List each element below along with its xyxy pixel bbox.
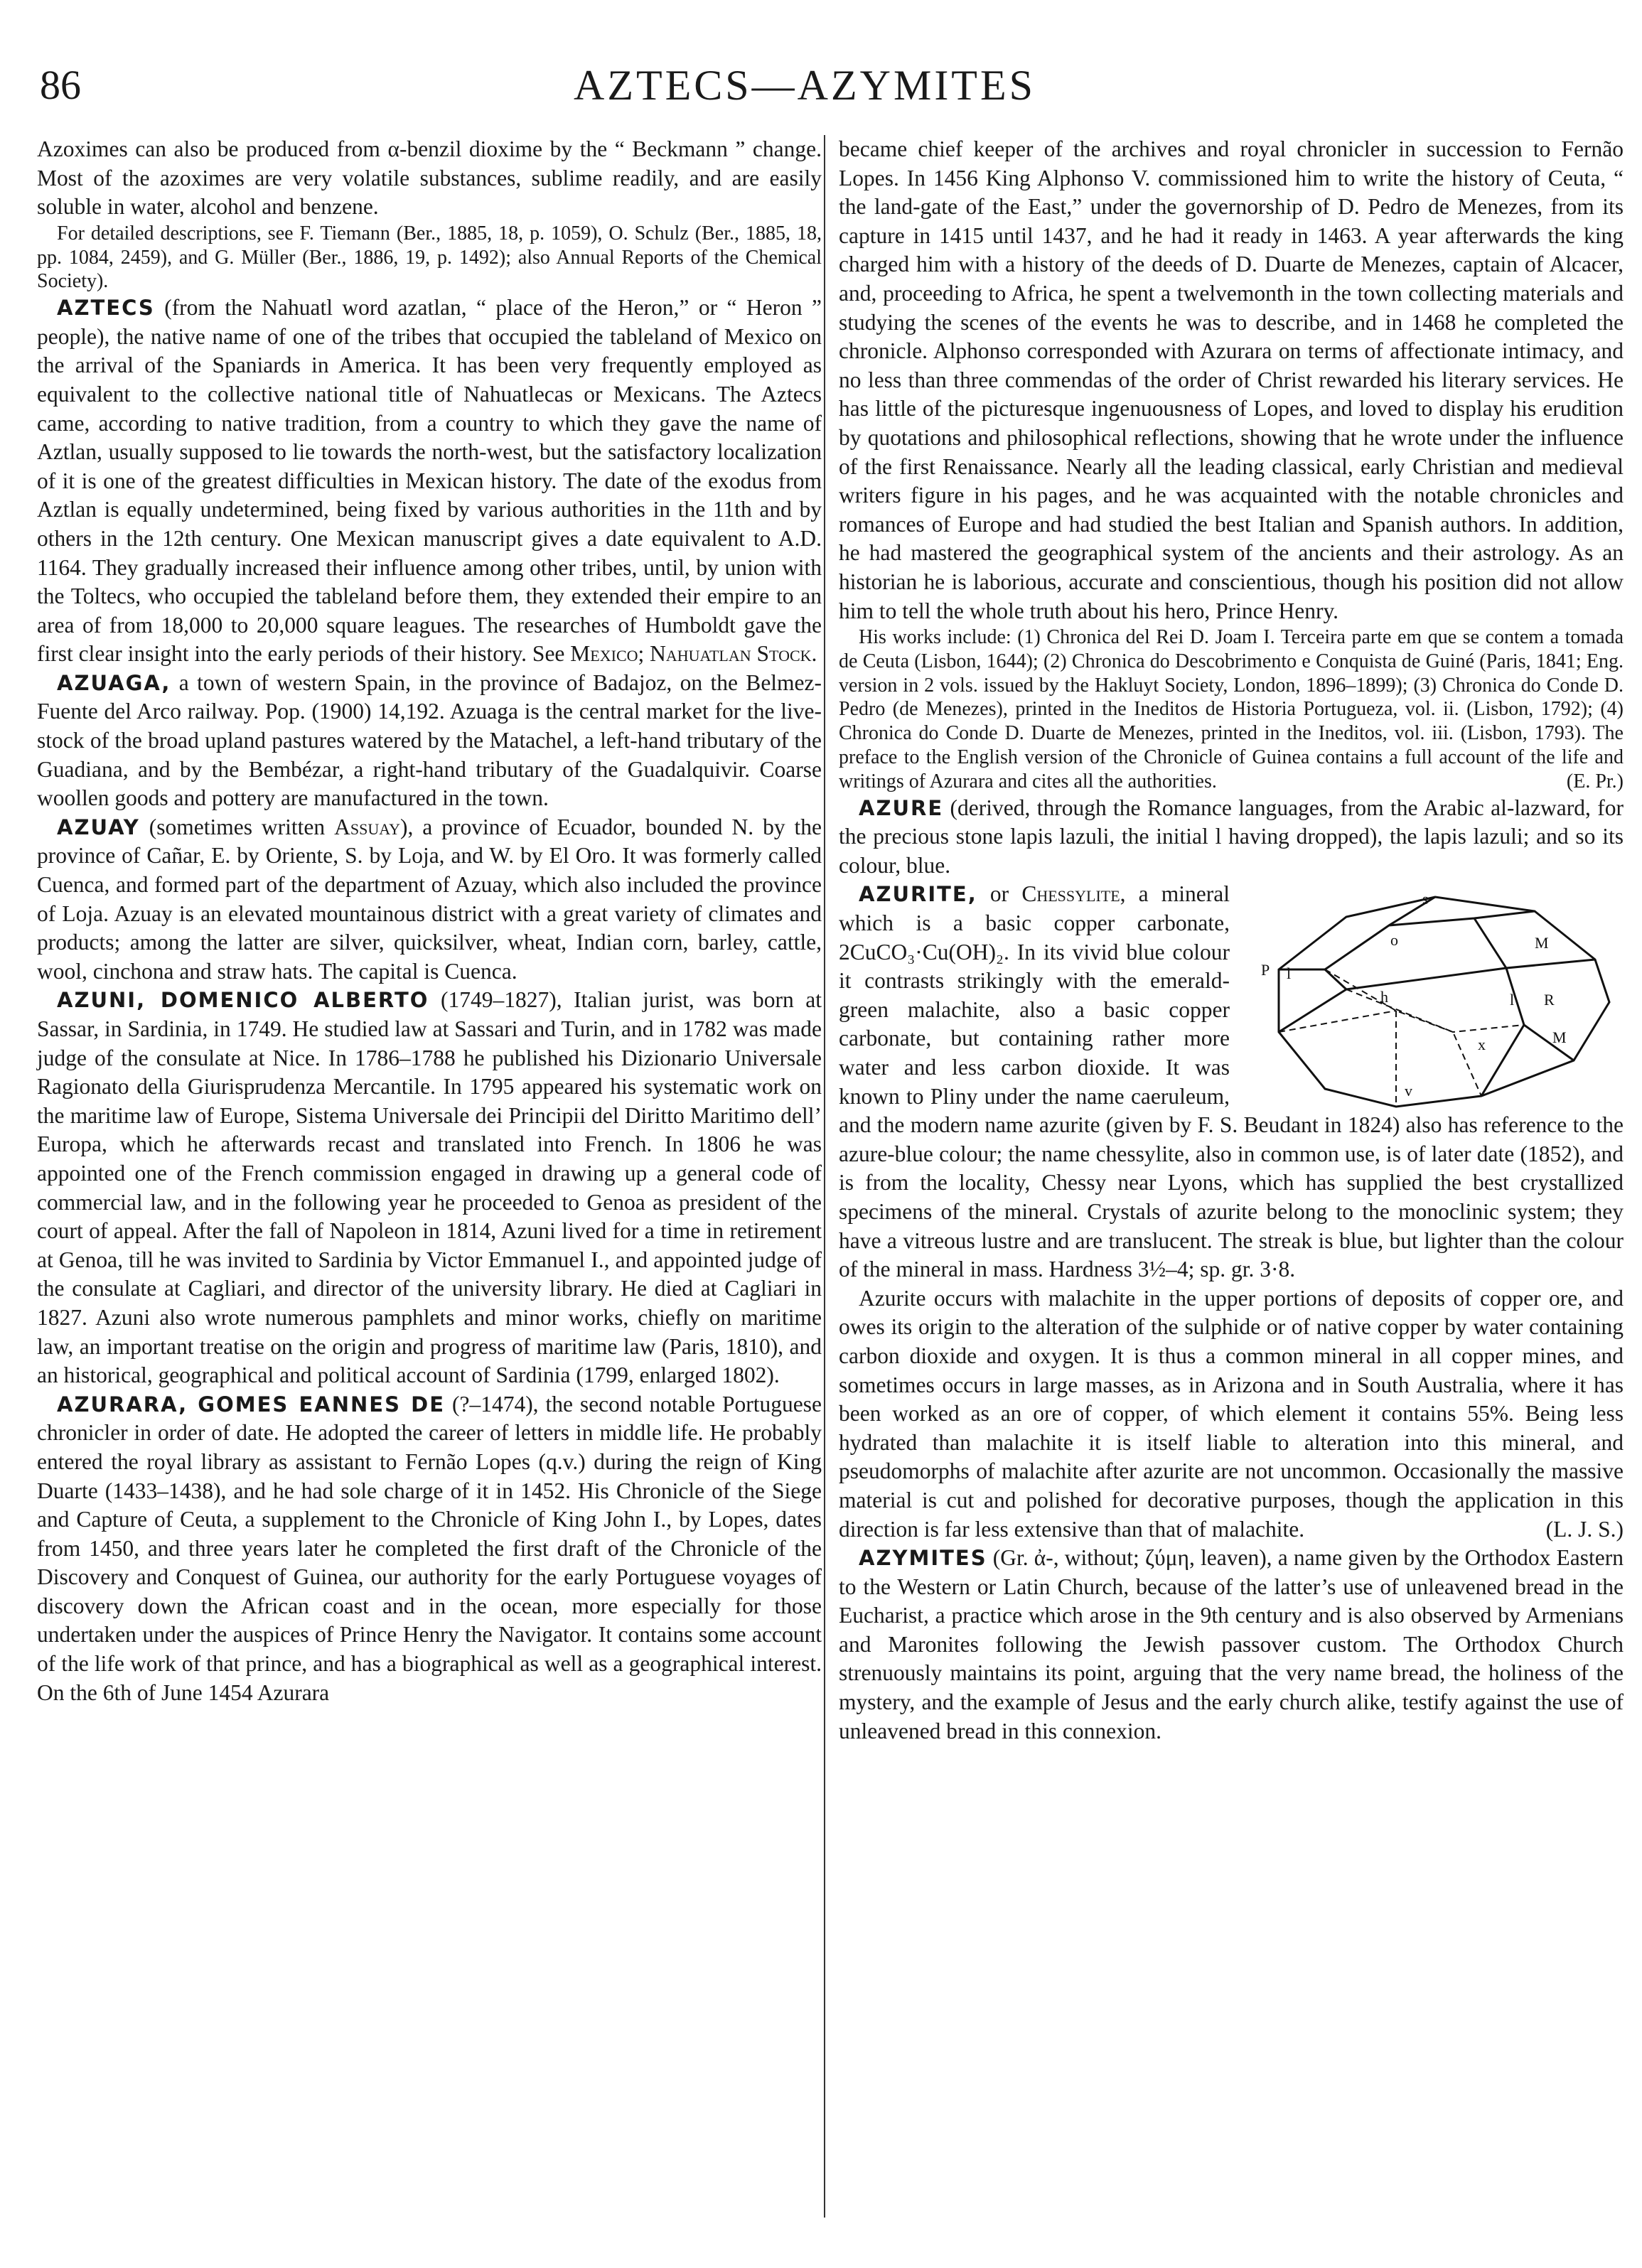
running-title: AZTECS—AZYMITES	[574, 62, 1036, 109]
azurite-crystal-drawing	[1240, 883, 1624, 1110]
entry-azuay	[37, 813, 822, 987]
entry-azurite	[839, 880, 1624, 1284]
azure-text: (derived, through the Romance languages, from the Arabic al-lazward, for the precious stone lapis lazuli, the initial l having dropped), the lapis lazuli; and so its colour, blue.	[839, 795, 1624, 878]
figure-label: P	[1261, 961, 1270, 979]
right-column	[839, 135, 1624, 1746]
headword-azymites: AZYMITES	[859, 1546, 987, 1571]
azoximes-paragraph: Azoximes can also be produced from α-benzil dioxime by the “ Beckmann ” change. Most of the azoximes are very volatile substances, sublime readily, and are easily soluble in water, alcohol and benzene.	[37, 136, 822, 220]
azurite-crystal-figure	[1240, 883, 1624, 1110]
headword-azurara: AZURARA, GOMES EANNES DE	[57, 1392, 446, 1417]
figure-label: l	[1510, 991, 1515, 1009]
figure-label: R	[1544, 991, 1555, 1009]
entry-azuni	[37, 986, 822, 1390]
entry-azurara	[37, 1390, 822, 1708]
azurara-continuation: became chief keeper of the archives and royal chronicler in succession to Fernão Lopes. In 1456 King Alphonso V. commissioned him to write the history of Ceuta, “ the land-gate of the East,” under the governorship of D. Pedro de Menezes, from its capture in 1415 until 1437, and he had it ready in 1463. A year afterwards the king charged him with a history of the deeds of D. Duarte de Menezes, captain of Alcacer, and, proceeding to Africa, he spent a twelvemonth in the town collecting materials and studying the scenes of the events he was to describe, and in 1468 he completed the chronicle. Alphonso corresponded with Azurara on terms of affectionate intimacy, and no less than three commendas of the order of Christ rewarded his literary services. He has little of the picturesque ingenuousness of Lopes, and loved to display his erudition by quotations and philosophical reflections, showing that he wrote under the influence of the first Renaissance. Nearly all the leading classical, early Christian and medieval writers figure in his pages, and he was acquainted with the notable chronicles and romances of Europe and had studied the best Italian and Spanish authors. In addition, he had mastered the geographical system of the ancients and their astrology. As an historian he is laborious, accurate and conscientious, though his position did not allow him to tell the whole truth about his hero, Prince Henry.	[839, 136, 1624, 623]
azurite-prefix: or	[989, 881, 1009, 907]
author-signature-azurara: (E. Pr.)	[1566, 770, 1624, 792]
azurara-works-note	[839, 625, 1624, 794]
figure-label: x	[1478, 1036, 1486, 1054]
aztecs-cross-reference[interactable]: Mexico; Nahuatlan Stock.	[570, 641, 817, 667]
azuay-text: ), a province of Ecuador, bounded N. by the province of Cañar, E. by Oriente, S. by Loja, and W. by El Oro. It was formerly called Cuenca, and formed part of the department of Azuay, which also included the province of Loja. Azuay is an elevated mountainous district with a great variety of climates and products; among the latter are silver, quicksilver, wheat, Indian corn, barley, cattle, wool, cinchona and straw hats. The capital is Cuenca.	[37, 814, 822, 984]
crystal-outline	[1279, 897, 1609, 1107]
azuay-cross-reference[interactable]: Assuay	[334, 814, 400, 839]
page-header	[37, 55, 1572, 134]
headword-azure: AZURE	[859, 795, 944, 820]
azoximes-references: For detailed descriptions, see F. Tiemann (Ber., 1885, 18, p. 1059), O. Schulz (Ber., 1885, 18, pp. 1084, 2459), and G. Müller (Ber., 1886, 19, p. 1492); also Annual Reports of the Chemical Society).	[37, 222, 822, 293]
aztecs-see: See	[532, 641, 565, 667]
entry-azure	[839, 794, 1624, 881]
figure-label: s	[1422, 890, 1429, 908]
azurite-occurrence	[839, 1284, 1624, 1544]
azymites-text: (Gr. ἀ-, without; ζύμη, leaven), a name given by the Orthodox Eastern to the Western or Latin Church, because of the latter’s use of unleavened bread in the Eucharist, a practice which arose in the 9th century and is also observed by Armenians and Maronites following the Jewish passover custom. The Orthodox Church strenuously maintains its point, arguing that the very name bread, the holiness of the mystery, and the example of Jesus and the early church alike, testify against the use of unleavened bread in this connexion.	[839, 1545, 1624, 1743]
azuaga-text: a town of western Spain, in the province of Badajoz, on the Belmez-Fuente del Arco railway. Pop. (1900) 14,192. Azuaga is the central market for the live-stock of the broad upland pastures watered by the Matachel, a left-hand tributary of the Guadiana, and by the Bembézar, a right-hand tributary of the Guadalquivir. Coarse woollen goods and pottery are manufactured in the town.	[37, 670, 822, 811]
headword-azuni: AZUNI, DOMENICO ALBERTO	[57, 988, 429, 1013]
figure-label: M	[1552, 1028, 1567, 1047]
azurite-cross-reference[interactable]: Chessylite	[1021, 881, 1120, 907]
headword-azuaga: AZUAGA,	[57, 670, 171, 695]
azuay-prefix: (sometimes written	[149, 814, 326, 839]
author-signature-azurite: (L. J. S.)	[1545, 1516, 1624, 1542]
aztecs-text: (from the Nahuatl word azatlan, “ place of the Heron,” or “ Heron ” people), the native name of one of the tribes that occupied the tableland of Mexico on the arrival of the Spaniards in America. It has been very frequently employed as equivalent to the collective national title of Nahuatlecas or Mexicans. The Aztecs came, according to native tradition, from a country to which they gave the name of Aztlan, usually supposed to lie towards the north-west, but the satisfactory localization of it is one of the greatest difficulties in Mexican history. The date of the exodus from Aztlan is equally undetermined, being fixed by various authorities in the 11th and by others in the 12th century. One Mexican manuscript gives a date equivalent to A.D. 1164. They gradually increased their influence among other tribes, until, by union with the Toltecs, who occupied the tableland before them, they extended their empire to an area of from 18,000 to 20,000 square leagues. The researches of Humboldt gave the first clear insight into the early periods of their history.	[37, 295, 822, 667]
entry-azuaga	[37, 669, 822, 813]
figure-label: l	[1287, 964, 1292, 983]
page-number: 86	[40, 62, 81, 108]
figure-label: h	[1380, 988, 1388, 1006]
azurite-text: , a mineral which is a basic copper carbonate, 2CuCO₃·Cu(OH)₂. In its vivid blue colour it contrasts strikingly with the emerald-green malachite, also a basic copper carbonate, but containing rather more water and less carbon dioxide. It was known to Pliny under the name caeruleum, and the modern name azurite (given by F. S. Beudant in 1824) also has reference to the azure-blue colour; the name chessylite, also in common use, is of later date (1852), and is from the locality, Chessy near Lyons, which has supplied the best crystallized specimens of the mineral. Crystals of azurite belong to the monoclinic system; they have a vitreous lustre and are translucent. The streak is blue, but lighter than the colour of the mineral in mass. Hardness 3½–4; sp. gr. 3·8.	[839, 881, 1624, 1282]
headword-azuay: AZUAY	[57, 815, 140, 839]
left-column	[37, 135, 822, 1707]
azurite-occurrence-text: Azurite occurs with malachite in the upper portions of deposits of copper ore, and owes its origin to the alteration of the sulphide or of native copper by water containing carbon dioxide and oxygen. It is thus a common mineral in all copper mines, and sometimes occurs in large masses, as in Arizona and in South Australia, where it has been worked as an ore of copper, of which element it contains 55%. Being less hydrated than malachite it is itself liable to alteration into this mineral, and pseudomorphs of malachite after azurite are not uncommon. Occasionally the massive material is cut and polished for decorative purposes, though the application in this direction is far less extensive than that of malachite.	[839, 1285, 1624, 1542]
azuni-text: (1749–1827), Italian jurist, was born at Sassar, in Sardinia, in 1749. He studied law at Sassari and Turin, and in 1782 was made judge of the consulate at Nice. In 1786–1788 he published his Dizionario Universale Ragionato della Giurisprudenza Mercantile. In 1795 appeared his systematic work on the maritime law of Europe, Sistema Universale dei Principii del Diritto Maritimo dell’ Europa, which he afterwards recast and translated into French. In 1806 he was appointed one of the French commission engaged in drawing up a general code of commercial law, and in the following year he proceeded to Genoa as president of the court of appeal. After the fall of Napoleon in 1814, Azuni lived for a time in retirement at Genoa, till he was invited to Sardinia by Victor Emmanuel I., and appointed judge of the consulate at Cagliari, and director of the university library. He died at Cagliari in 1827. Azuni also wrote numerous pamphlets and minor works, chiefly on maritime law, an important treatise on the origin and progress of maritime law (Paris, 1810), and an historical, geographical and political account of Sardinia (1799, enlarged 1802).	[37, 987, 822, 1388]
headword-aztecs: AZTECS	[57, 296, 155, 321]
figure-label: M	[1535, 934, 1549, 952]
entry-aztecs	[37, 294, 822, 669]
works-list: His works include: (1) Chronica del Rei D. Joam I. Terceira parte em que se contem a tomada de Ceuta (Lisbon, 1644); (2) Chronica do Descobrimento e Conquista de Guiné (Paris, 1841; Eng. version in 2 vols. issued by the Hakluyt Society, London, 1896–1899); (3) Chronica do Conde D. Pedro (de Menezes), printed in the Ineditos de Historia Portugueza, vol. ii. (Lisbon, 1792); (4) Chronica do Conde D. Duarte de Menezes, printed in the Ineditos, vol. iii. (Lisbon, 1793). The preface to the English version of the Chronicle of Guinea contains a full account of the life and writings of Azurara and cites all the authorities.	[839, 626, 1624, 792]
figure-label: o	[1390, 931, 1398, 950]
figure-label: v	[1405, 1082, 1412, 1100]
entry-azymites	[839, 1544, 1624, 1746]
azurara-text: (?–1474), the second notable Portuguese chronicler in order of date. He adopted the career of letters in middle life. He probably entered the royal library as assistant to Fernão Lopes (q.v.) during the reign of King Duarte (1433–1438), and he had sole charge of it in 1452. His Chronicle of the Siege and Capture of Ceuta, a supplement to the Chronicle of King John I., by Lopes, dates from 1450, and three years later he completed the first draft of the Chronicle of the Discovery and Conquest of Guinea, our authority for the early Portuguese voyages of discovery down the African coast and in the ocean, more especially for those undertaken under the auspices of Prince Henry the Navigator. It contains some account of the life work of that prince, and has a biographical as well as a geographical interest. On the 6th of June 1454 Azurara	[37, 1391, 822, 1705]
headword-azurite: AZURITE,	[859, 882, 977, 907]
column-divider	[824, 135, 825, 2218]
